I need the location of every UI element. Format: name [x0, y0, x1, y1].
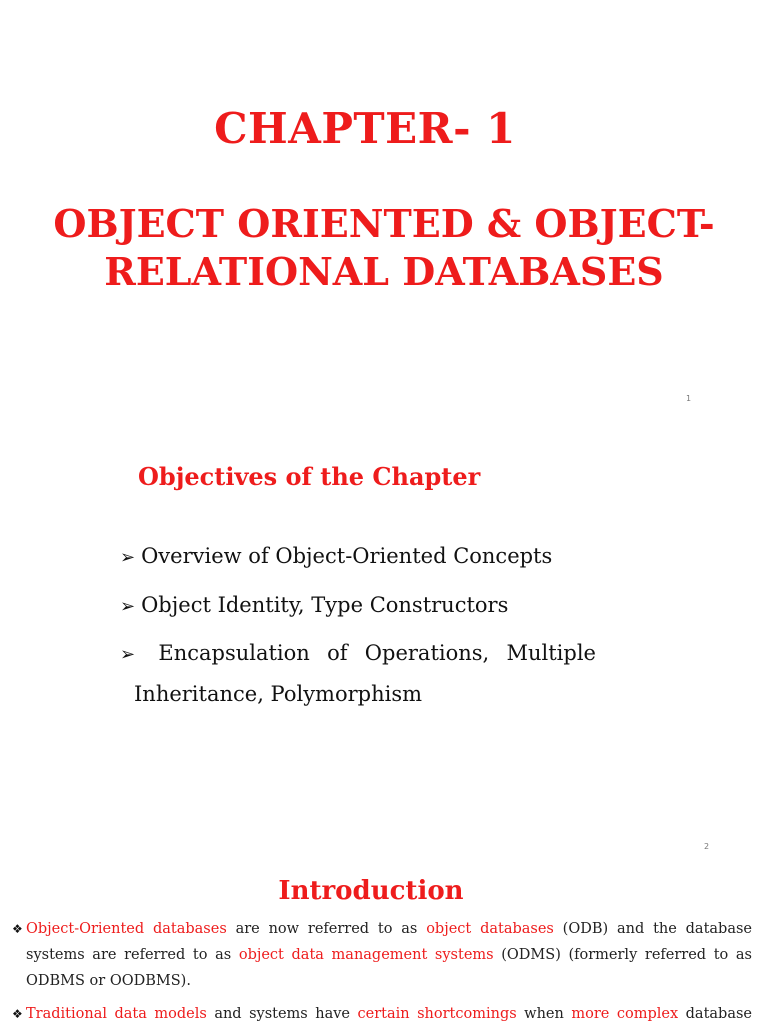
introduction-heading: Introduction: [278, 876, 464, 906]
diamond-bullet-icon: ❖: [12, 922, 23, 936]
objective-text: Object Identity, Type Constructors: [141, 593, 509, 617]
intro-paragraph: [12, 1001, 752, 1027]
slide-number: 2: [704, 842, 710, 851]
highlight-term: object data management systems: [238, 947, 494, 963]
arrow-bullet-icon: ➢: [120, 547, 136, 568]
slide-number: 1: [686, 394, 692, 403]
paragraph-text: (ODB) and the database systems are referred to as: [26, 921, 753, 963]
paragraph-text: when: [516, 1006, 572, 1022]
objective-text: Encapsulation of Operations, Multiple: [158, 641, 596, 665]
chapter-title: CHAPTER- 1: [214, 104, 516, 153]
arrow-bullet-icon: ➢: [120, 644, 136, 665]
objective-text-continuation: Inheritance, Polymorphism: [134, 682, 423, 706]
chapter-subtitle-line-1: OBJECT ORIENTED & OBJECT-: [53, 201, 715, 246]
objective-text: Overview of Object-Oriented Concepts: [141, 544, 553, 568]
arrow-bullet-icon: ➢: [120, 596, 136, 617]
objective-item: [120, 633, 596, 675]
paragraph-text: database: [678, 1006, 752, 1022]
objectives-heading: Objectives of the Chapter: [138, 462, 481, 491]
highlight-term: Object-Oriented databases: [26, 921, 227, 937]
highlight-term: object databases: [426, 921, 554, 937]
highlight-term: more complex: [571, 1006, 679, 1022]
paragraph-text: and systems have: [206, 1006, 358, 1022]
chapter-subtitle: [20, 200, 748, 296]
diamond-bullet-icon: ❖: [12, 1007, 23, 1021]
objective-item: [120, 536, 598, 578]
intro-paragraph: [12, 916, 753, 994]
chapter-subtitle-line-2: RELATIONAL DATABASES: [104, 249, 664, 294]
paragraph-text: (ODMS) (formerly referred to as ODBMS or OODBMS).: [26, 947, 752, 989]
highlight-term: Traditional data models: [26, 1006, 207, 1022]
objective-item: [120, 585, 598, 627]
highlight-term: certain shortcomings: [357, 1006, 517, 1022]
paragraph-text: are now referred to as: [226, 921, 427, 937]
